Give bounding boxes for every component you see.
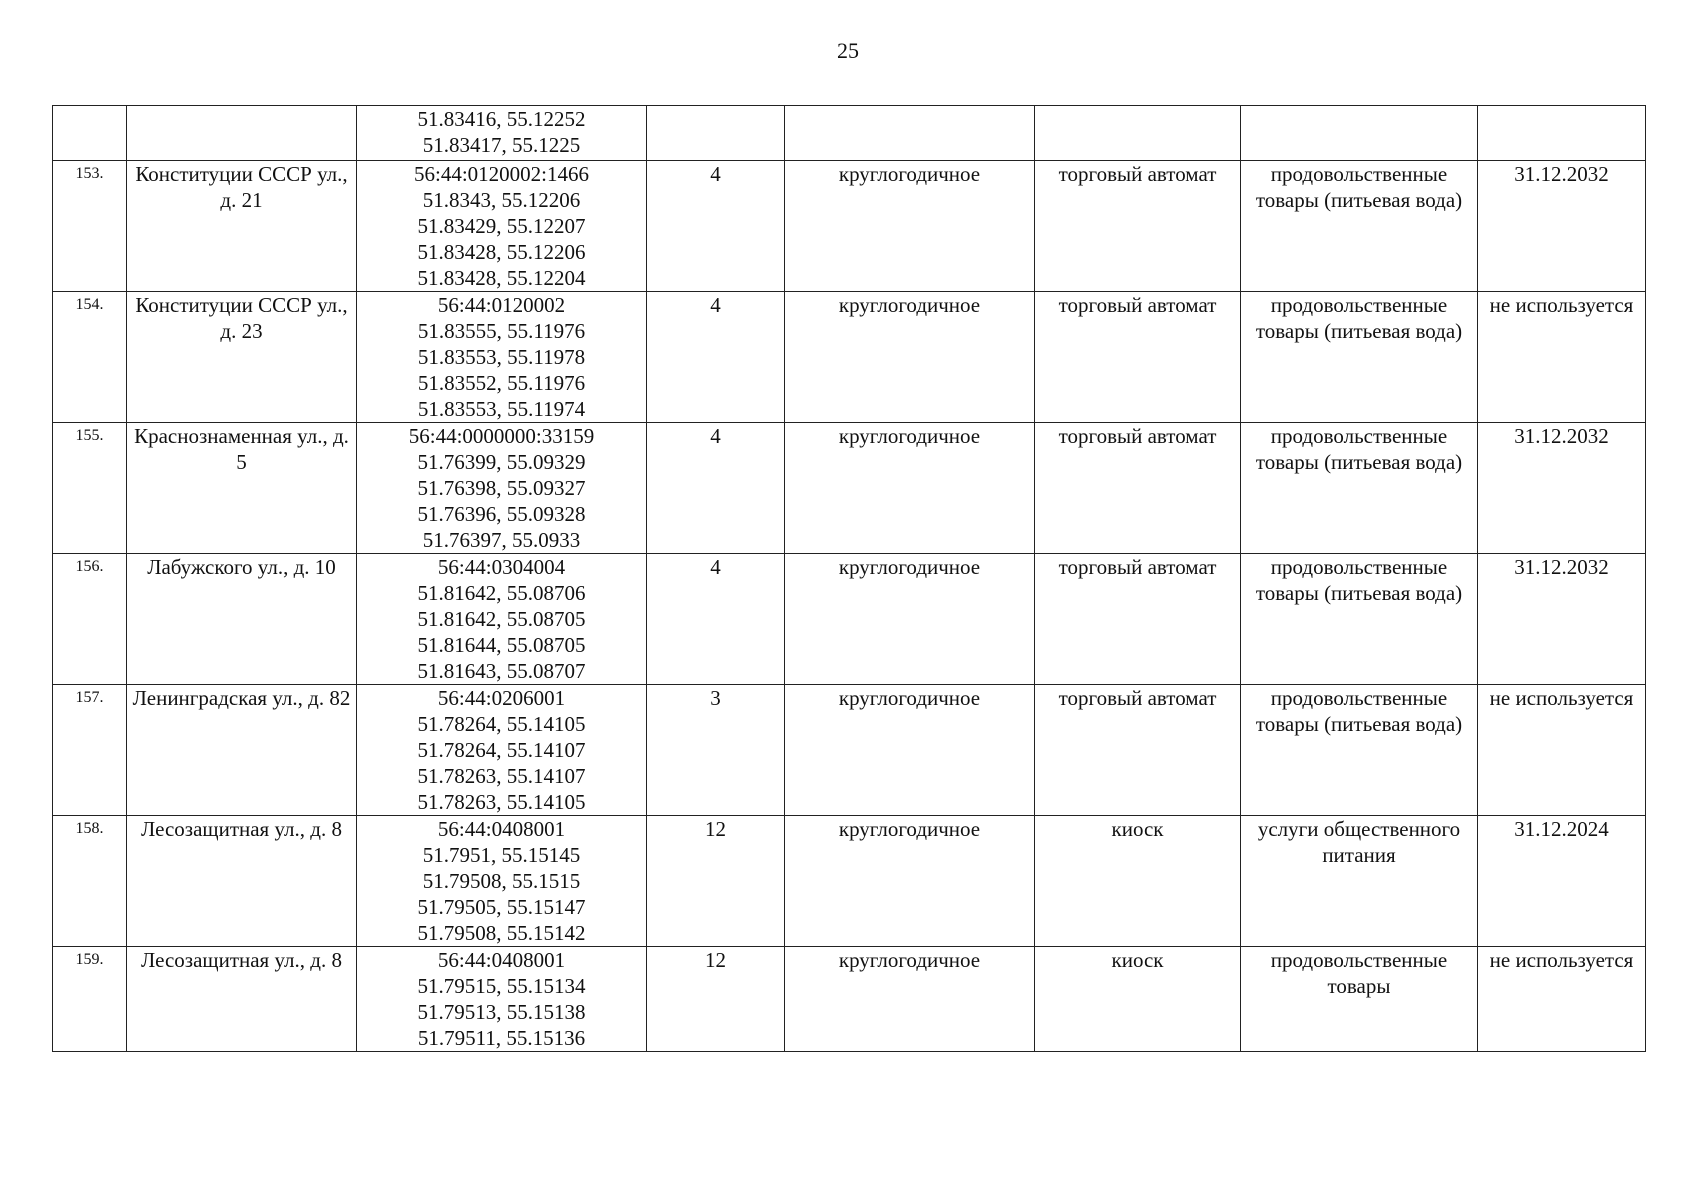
cell-object-type	[1035, 292, 1241, 423]
coordinate-line: 51.78263, 55.14105	[417, 790, 586, 814]
coordinate-line: 51.76397, 55.0933	[422, 528, 581, 552]
table-row	[53, 292, 1646, 423]
cell-address	[127, 947, 357, 1052]
cell-object-type	[1035, 685, 1241, 816]
coordinate-line: 51.83553, 55.11974	[417, 397, 586, 421]
coordinate-line: 51.76399, 55.09329	[417, 450, 586, 474]
cadastral-number: 56:44:0408001	[437, 948, 566, 972]
table-body	[53, 106, 1646, 1052]
coordinate-line: 51.83553, 55.11978	[417, 345, 586, 369]
coordinate-line: 51.79515, 55.15134	[417, 974, 586, 998]
table-row	[53, 161, 1646, 292]
cell-term	[1478, 161, 1646, 292]
cell-area	[647, 685, 785, 816]
cadastral-number: 56:44:0120002:1466	[413, 162, 589, 186]
address-text: Конституции СССР ул., д. 23	[135, 293, 348, 343]
specialization-text: продовольственные товары (питьевая вода)	[1255, 293, 1463, 343]
cell-term	[1478, 554, 1646, 685]
address-text: Лесозащитная ул., д. 8	[141, 948, 342, 972]
row-number: 154.	[75, 296, 104, 313]
cell-area	[647, 423, 785, 554]
cell-area	[647, 947, 785, 1052]
coordinate-line: 51.83429, 55.12207	[417, 214, 586, 238]
cell-area	[647, 554, 785, 685]
page-number: 25	[837, 38, 859, 63]
period-text: круглогодичное	[838, 686, 981, 710]
cell-coordinates	[357, 161, 647, 292]
address-text: Краснознаменная ул., д. 5	[134, 424, 349, 474]
cell-coordinates	[357, 685, 647, 816]
specialization-text: услуги общественного питания	[1257, 817, 1461, 867]
cell-num	[53, 947, 127, 1052]
cell-coordinates	[357, 816, 647, 947]
coordinate-line: 51.81643, 55.08707	[417, 659, 586, 683]
cell-coordinates	[357, 947, 647, 1052]
area-value: 3	[710, 686, 721, 710]
cadastral-number: 56:44:0304004	[437, 555, 566, 579]
cell-period	[785, 947, 1035, 1052]
term-text: 31.12.2032	[1514, 424, 1609, 448]
cell-area	[647, 106, 785, 161]
cadastral-number: 56:44:0206001	[437, 686, 566, 710]
coordinate-line: 51.78264, 55.14105	[417, 712, 586, 736]
cell-specialization	[1241, 947, 1478, 1052]
specialization-text: продовольственные товары (питьевая вода)	[1255, 162, 1463, 212]
area-value: 12	[705, 817, 726, 841]
object-type-text: киоск	[1111, 817, 1164, 841]
object-type-text: торговый автомат	[1058, 293, 1217, 317]
cell-area	[647, 292, 785, 423]
cell-term	[1478, 292, 1646, 423]
cell-period	[785, 685, 1035, 816]
table-row	[53, 554, 1646, 685]
cell-address	[127, 423, 357, 554]
object-type-text: торговый автомат	[1058, 162, 1217, 186]
coordinate-line: 51.7951, 55.15145	[422, 843, 581, 867]
address-text: Лабужского ул., д. 10	[147, 555, 336, 579]
coordinate-line: 51.83555, 55.11976	[417, 319, 586, 343]
cell-coordinates	[357, 423, 647, 554]
cell-num	[53, 161, 127, 292]
cell-term	[1478, 947, 1646, 1052]
cell-address	[127, 106, 357, 161]
specialization-text: продовольственные товары (питьевая вода)	[1255, 686, 1463, 736]
cadastral-number: 56:44:0408001	[437, 817, 566, 841]
coordinate-line: 51.83428, 55.12204	[417, 266, 586, 290]
coordinate-line: 51.8343, 55.12206	[422, 188, 581, 212]
cell-coordinates	[357, 106, 647, 161]
address-text: Ленинградская ул., д. 82	[132, 686, 351, 710]
coordinate-line: 51.83417, 55.1225	[422, 133, 581, 157]
registry-table	[52, 105, 1646, 1052]
area-value: 4	[710, 293, 721, 317]
table-row	[53, 685, 1646, 816]
cell-address	[127, 816, 357, 947]
area-value: 4	[710, 162, 721, 186]
cell-coordinates	[357, 292, 647, 423]
cell-specialization	[1241, 292, 1478, 423]
specialization-text: продовольственные товары (питьевая вода)	[1255, 555, 1463, 605]
cell-address	[127, 161, 357, 292]
coordinate-line: 51.83428, 55.12206	[417, 240, 586, 264]
cell-num	[53, 423, 127, 554]
area-value: 12	[705, 948, 726, 972]
cell-area	[647, 816, 785, 947]
coordinate-line: 51.79508, 55.15142	[417, 921, 586, 945]
cell-period	[785, 554, 1035, 685]
cell-specialization	[1241, 423, 1478, 554]
object-type-text: киоск	[1111, 948, 1164, 972]
cell-period	[785, 106, 1035, 161]
table-row	[53, 816, 1646, 947]
period-text: круглогодичное	[838, 424, 981, 448]
cell-num	[53, 816, 127, 947]
specialization-text: продовольственные товары	[1270, 948, 1448, 998]
row-number: 159.	[75, 951, 104, 968]
coordinate-line: 51.83552, 55.11976	[417, 371, 586, 395]
address-text: Конституции СССР ул., д. 21	[135, 162, 348, 212]
cell-address	[127, 292, 357, 423]
cell-object-type	[1035, 947, 1241, 1052]
coordinate-line: 51.81642, 55.08706	[417, 581, 586, 605]
period-text: круглогодичное	[838, 555, 981, 579]
cadastral-number: 56:44:0000000:33159	[408, 424, 595, 448]
address-text: Лесозащитная ул., д. 8	[141, 817, 342, 841]
coordinate-line: 51.79508, 55.1515	[422, 869, 581, 893]
term-text: не используется	[1489, 948, 1634, 972]
cell-term	[1478, 685, 1646, 816]
cell-address	[127, 685, 357, 816]
table-row-continuation	[53, 106, 1646, 161]
cell-term	[1478, 106, 1646, 161]
coordinate-line: 51.78264, 55.14107	[417, 738, 586, 762]
cell-period	[785, 423, 1035, 554]
row-number: 155.	[75, 427, 104, 444]
cell-term	[1478, 816, 1646, 947]
term-text: 31.12.2032	[1514, 162, 1609, 186]
area-value: 4	[710, 555, 721, 579]
object-type-text: торговый автомат	[1058, 555, 1217, 579]
cell-period	[785, 292, 1035, 423]
period-text: круглогодичное	[838, 162, 981, 186]
row-number: 156.	[75, 558, 104, 575]
period-text: круглогодичное	[838, 948, 981, 972]
coordinate-line: 51.81644, 55.08705	[417, 633, 586, 657]
coordinate-line: 51.79511, 55.15136	[417, 1026, 586, 1050]
cell-area	[647, 161, 785, 292]
term-text: не используется	[1489, 686, 1634, 710]
row-number: 158.	[75, 820, 104, 837]
table-row	[53, 423, 1646, 554]
cell-specialization	[1241, 161, 1478, 292]
coordinate-line: 51.79513, 55.15138	[417, 1000, 586, 1024]
object-type-text: торговый автомат	[1058, 424, 1217, 448]
term-text: 31.12.2032	[1514, 555, 1609, 579]
cell-specialization	[1241, 816, 1478, 947]
coordinate-line: 51.79505, 55.15147	[417, 895, 586, 919]
cell-num	[53, 292, 127, 423]
object-type-text: торговый автомат	[1058, 686, 1217, 710]
period-text: круглогодичное	[838, 293, 981, 317]
cell-period	[785, 816, 1035, 947]
term-text: не используется	[1489, 293, 1634, 317]
cell-coordinates	[357, 554, 647, 685]
cell-object-type	[1035, 554, 1241, 685]
cell-object-type	[1035, 423, 1241, 554]
cell-term	[1478, 423, 1646, 554]
coordinate-line: 51.83416, 55.12252	[417, 107, 586, 131]
row-number: 157.	[75, 689, 104, 706]
specialization-text: продовольственные товары (питьевая вода)	[1255, 424, 1463, 474]
cell-address	[127, 554, 357, 685]
term-text: 31.12.2024	[1514, 817, 1609, 841]
coordinate-line: 51.76396, 55.09328	[417, 502, 586, 526]
area-value: 4	[710, 424, 721, 448]
cell-num	[53, 554, 127, 685]
cell-specialization	[1241, 106, 1478, 161]
cell-object-type	[1035, 106, 1241, 161]
cell-period	[785, 161, 1035, 292]
cell-specialization	[1241, 554, 1478, 685]
coordinate-line: 51.76398, 55.09327	[417, 476, 586, 500]
cell-num	[53, 685, 127, 816]
cell-object-type	[1035, 161, 1241, 292]
row-number: 153.	[75, 165, 104, 182]
cell-specialization	[1241, 685, 1478, 816]
cadastral-number: 56:44:0120002	[437, 293, 566, 317]
coordinate-line: 51.81642, 55.08705	[417, 607, 586, 631]
cell-object-type	[1035, 816, 1241, 947]
cell-num	[53, 106, 127, 161]
coordinate-line: 51.78263, 55.14107	[417, 764, 586, 788]
table-row	[53, 947, 1646, 1052]
period-text: круглогодичное	[838, 817, 981, 841]
